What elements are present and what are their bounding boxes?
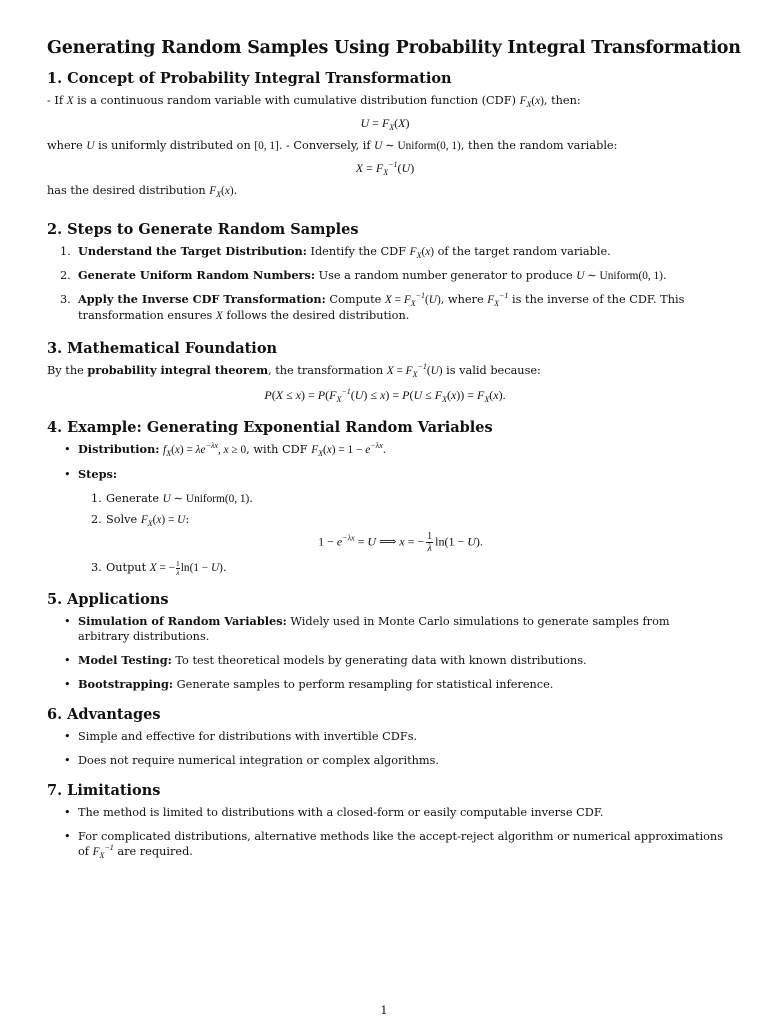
paragraph: - If X is a continuous random variable with cumulative distribution function (CDF) $F_X(x)$, then: — [47, 94, 581, 109]
numbered-list — [47, 244, 723, 324]
section-heading: 4. Example: Generating Exponential Random Variables — [47, 419, 493, 436]
list-item: 3. Apply the Inverse CDF Transformation: Compute $X = F_X^{-1}(U)$, where $F_X^{-1}$ is the inverse of the CDF. This transformation ensures X follows the desired distribution. — [60, 291, 685, 322]
section-foundation — [47, 340, 723, 403]
section-steps — [47, 221, 723, 324]
paragraph: has the desired distribution $F_X(x)$. — [47, 184, 238, 199]
section-concept — [47, 70, 723, 199]
equation: $X = F_X^{-1}(U)$ — [355, 160, 415, 177]
section-limitations — [47, 782, 723, 860]
bullet-list — [47, 442, 723, 577]
list-item: • Distribution: $f_X(x) = \lambda e^{-\lambda x}$, x ≥ 0, with CDF $F_X(x) = 1 - e^{-\lambda x}$. — [64, 441, 387, 458]
list-item: • Model Testing: To test theoretical models by generating data with known distributions. — [64, 653, 587, 667]
section-applications — [47, 591, 723, 692]
section-heading: 6. Advantages — [47, 706, 161, 723]
list-item: • Steps: 1. Generate U ∼ Uniform(0, 1). 2. Solve $F_X(x) = U$: $1 - e^{-\lambda x} = U$ ⟹ x = − $\frac{1}{\lambda}$ ln(1 − U). 3. Output X = − $\frac{1}{\lambda}$ ln(1 − U). — [47, 467, 723, 577]
bullet-list — [47, 729, 723, 768]
bullet-list — [47, 614, 723, 692]
equation: $U = F_X(X)$ — [360, 116, 410, 132]
bullet-list — [47, 805, 723, 860]
section-heading: 5. Applications — [47, 591, 169, 608]
section-heading: 3. Mathematical Foundation — [47, 340, 278, 357]
list-item: • Does not require numerical integration or complex algorithms. — [64, 754, 439, 767]
paragraph: where U is uniformly distributed on [0, 1]. - Conversely, if U ∼ Uniform(0, 1), then the random variable: — [47, 139, 618, 152]
document-title: Generating Random Samples Using Probability Integral Transformation — [47, 38, 741, 58]
section-heading: 1. Concept of Probability Integral Transformation — [47, 70, 452, 87]
section-advantages — [47, 706, 723, 768]
list-item: 1. Generate U ∼ Uniform(0, 1). — [91, 492, 253, 505]
list-item: • Simple and effective for distributions with invertible CDFs. — [64, 730, 418, 743]
section-example — [47, 419, 723, 577]
section-heading: 2. Steps to Generate Random Samples — [47, 221, 359, 238]
document-page — [47, 38, 741, 869]
equation: $1 - e^{-\lambda x} = U$ ⟹ x = − $\frac{1}{\lambda}$ ln(1 − U). — [318, 531, 483, 554]
list-item: 2. Solve $F_X(x) = U$: $1 - e^{-\lambda x} = U$ ⟹ x = − $\frac{1}{\lambda}$ ln(1 − U). — [78, 512, 723, 554]
list-item: 3. Output X = − $\frac{1}{\lambda}$ ln(1 − U). — [91, 559, 227, 577]
list-item: 2. Generate Uniform Random Numbers: Use a random number generator to produce U ∼ Uniform(0, 1). — [60, 268, 667, 282]
paragraph: By the probability integral theorem, the transformation $X = F_X^{-1}(U)$ is valid because: — [47, 362, 541, 379]
list-item: • Simulation of Random Variables: Widely used in Monte Carlo simulations to generate samples from arbitrary distributions. — [64, 614, 670, 643]
list-item: • The method is limited to distributions with a closed-form or easily computable inverse CDF. — [64, 806, 604, 819]
list-item: 1. Understand the Target Distribution: Identify the CDF $F_X(x)$ of the target random variable. — [60, 244, 611, 260]
list-item: • Bootstrapping: Generate samples to perform resampling for statistical inference. — [64, 677, 554, 691]
numbered-sublist — [78, 491, 723, 577]
equation: $P(X \le x) = P(F_X^{-1}(U) \le x) = P(U \le F_X(x)) = F_X(x)$. — [264, 387, 506, 404]
page-number: 1 — [380, 1004, 388, 1017]
section-heading: 7. Limitations — [47, 782, 161, 799]
list-item: • For complicated distributions, alternative methods like the accept-reject algorithm or numerical approximations of $F_X^{-1}$ are required. — [64, 830, 723, 860]
